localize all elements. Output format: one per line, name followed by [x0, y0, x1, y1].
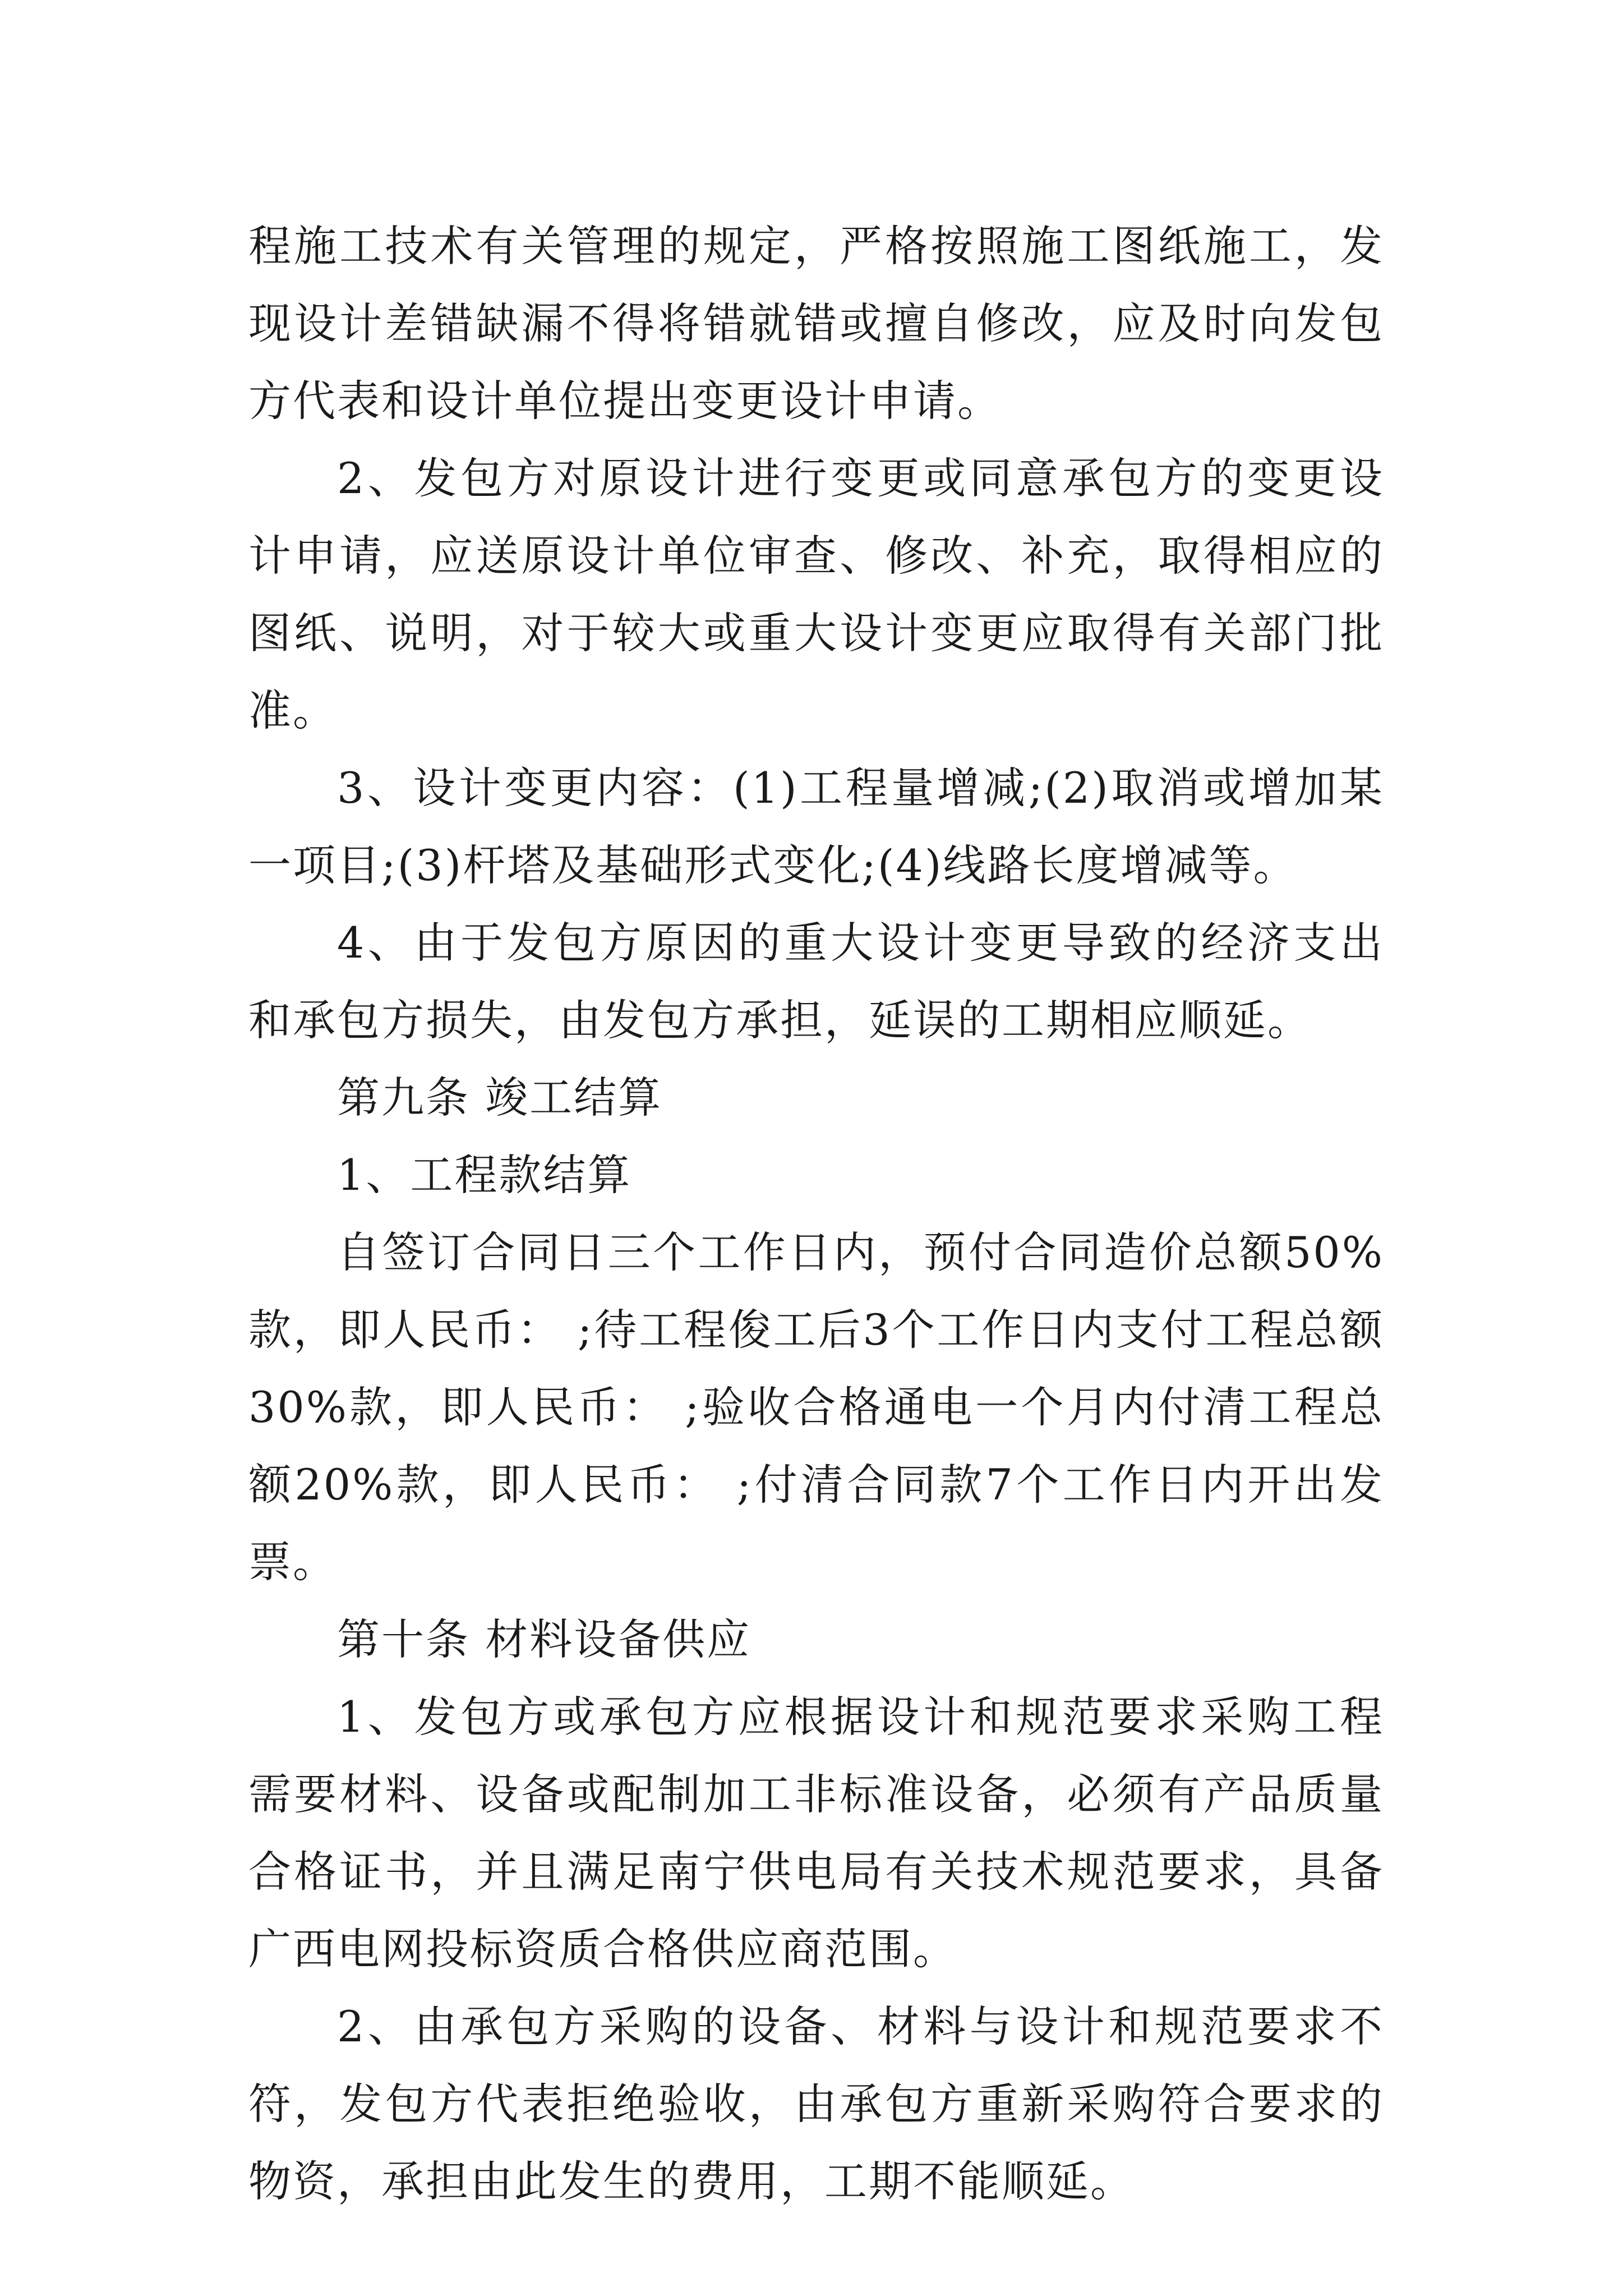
paragraph-supply-1: 1、发包方或承包方应根据设计和规范要求采购工程需要材料、设备或配制加工非标准设备，必须有产品质量合格证书，并且满足南宁供电局有关技术规范要求，具备广西电网投标资质合格供应商范围。 — [248, 1692, 1384, 1974]
section-heading-article-10: 第十条 材料设备供应 — [337, 1614, 751, 1664]
paragraph-clause-4: 4、由于发包方原因的重大设计变更导致的经济支出和承包方损失，由发包方承担，延误的工期相应顺延。 — [248, 918, 1384, 1045]
subheading-payment-settlement: 1、工程款结算 — [337, 1150, 632, 1200]
paragraph-payment-terms: 自签订合同日三个工作日内，预付合同造价总额50%款，即人民币： ;待工程俊工后3个工作日内支付工程总额30%款，即人民币： ;验收合格通电一个月内付清工程总额20%款，即人民币： ;付清合同款7个工作日内开出发票。 — [248, 1227, 1384, 1587]
section-heading-article-9: 第九条 竣工结算 — [337, 1073, 663, 1122]
paragraph-supply-2: 2、由承包方采购的设备、材料与设计和规范要求不符，发包方代表拒绝验收，由承包方重新采购符合要求的物资，承担由此发生的费用，工期不能顺延。 — [248, 2001, 1384, 2206]
paragraph-clause-2: 2、发包方对原设计进行变更或同意承包方的变更设计申请，应送原设计单位审查、修改、补充，取得相应的图纸、说明，对于较大或重大设计变更应取得有关部门批准。 — [248, 453, 1384, 735]
paragraph-continuation: 程施工技术有关管理的规定，严格按照施工图纸施工，发现设计差错缺漏不得将错就错或擅自修改，应及时向发包方代表和设计单位提出变更设计申请。 — [248, 221, 1384, 426]
document-body — [248, 208, 1384, 2220]
paragraph-clause-3: 3、设计变更内容：(1)工程量增减;(2)取消或增加某一项目;(3)杆塔及基础形式变化;(4)线路长度增减等。 — [248, 763, 1384, 890]
